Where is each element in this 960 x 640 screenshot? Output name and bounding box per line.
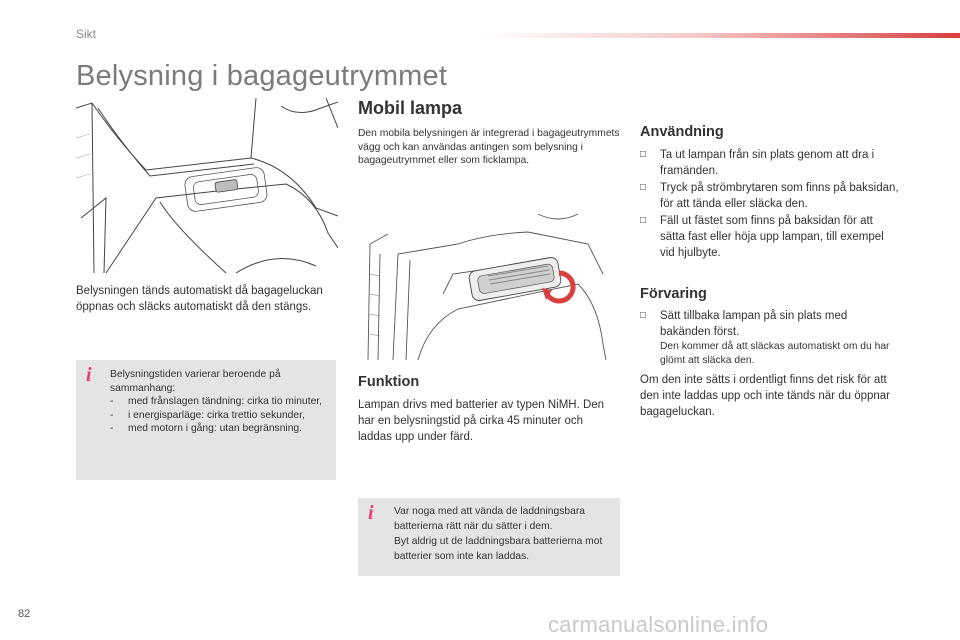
funktion-text: Lampan drivs med batterier av typen NiMH. Den har en belysningstid på cirka 45 minuter och laddas upp under färd. [358,399,605,443]
info-item: med motorn i gång: utan begränsning. [128,423,303,434]
info-box-batteries [358,498,620,576]
mobile-lamp-intro: Den mobila belysningen är integrerad i bagageutrymmets vägg och kan användas antingen som belysning i bagageutrymmet eller som ficklampa. [358,128,620,166]
dash-marker: - [110,423,114,434]
battery-note: Var noga med att vända de laddningsbara batterierna rätt när du sätter i dem. [394,506,586,532]
info-intro: Belysningstiden varierar beroende på sammanhang: [110,369,281,394]
forvaring-heading: Förvaring [640,286,707,302]
info-item: i energisparläge: cirka trettio sekunder, [128,409,305,421]
dash-marker: - [110,396,114,407]
info-box-duration [76,360,336,480]
checkbox-bullet-icon: □ [640,182,647,193]
info-icon: i [368,502,374,524]
automatic-light-paragraph: Belysningen tänds automatiskt då bagageluckan öppnas och släcks automatiskt då den stängs. [76,285,323,313]
trunk-light-illustration [76,98,338,273]
storage-paragraph: Om den inte sätts i ordentligt finns det risk för att den inte laddas upp och inte tänds när du öppnar bagageluckan. [640,374,890,418]
mobile-lamp-heading: Mobil lampa [358,98,463,118]
dash-marker: - [110,409,114,421]
usage-step: Ta ut lampan från sin plats genom att dra i framänden. [660,149,875,177]
checkbox-bullet-icon: □ [640,310,647,321]
checkbox-bullet-icon: □ [640,149,647,160]
section-label: Sikt [76,27,97,41]
info-item: med frånslagen tändning: cirka tio minuter, [128,396,323,407]
page-number: 82 [18,608,31,620]
rotate-arrow-icon [542,270,576,304]
usage-step: Tryck på strömbrytaren som finns på baksidan, för att tända eller släcka den. [660,182,899,210]
header-accent-bar [480,33,960,38]
usage-step: Fäll ut fästet som finns på baksidan för att sätta fast eller höja upp lampan, till exempel vid hjulbyte. [660,215,884,259]
info-icon: i [86,364,92,386]
storage-note: Den kommer då att släckas automatiskt om du har glömt att släcka den. [660,341,890,366]
anvandning-heading: Användning [640,124,724,140]
checkbox-bullet-icon: □ [640,215,647,226]
portable-lamp-illustration [358,214,620,360]
watermark: carmanualsonline.info [548,612,769,637]
storage-step: Sätt tillbaka lampan på sin plats med bakänden först. [660,310,848,338]
page-title: Belysning i bagageutrymmet [76,60,448,92]
battery-note: Byt aldrig ut de laddningsbara batterierna mot batterier som inte kan laddas. [394,536,603,562]
funktion-heading: Funktion [358,374,420,390]
